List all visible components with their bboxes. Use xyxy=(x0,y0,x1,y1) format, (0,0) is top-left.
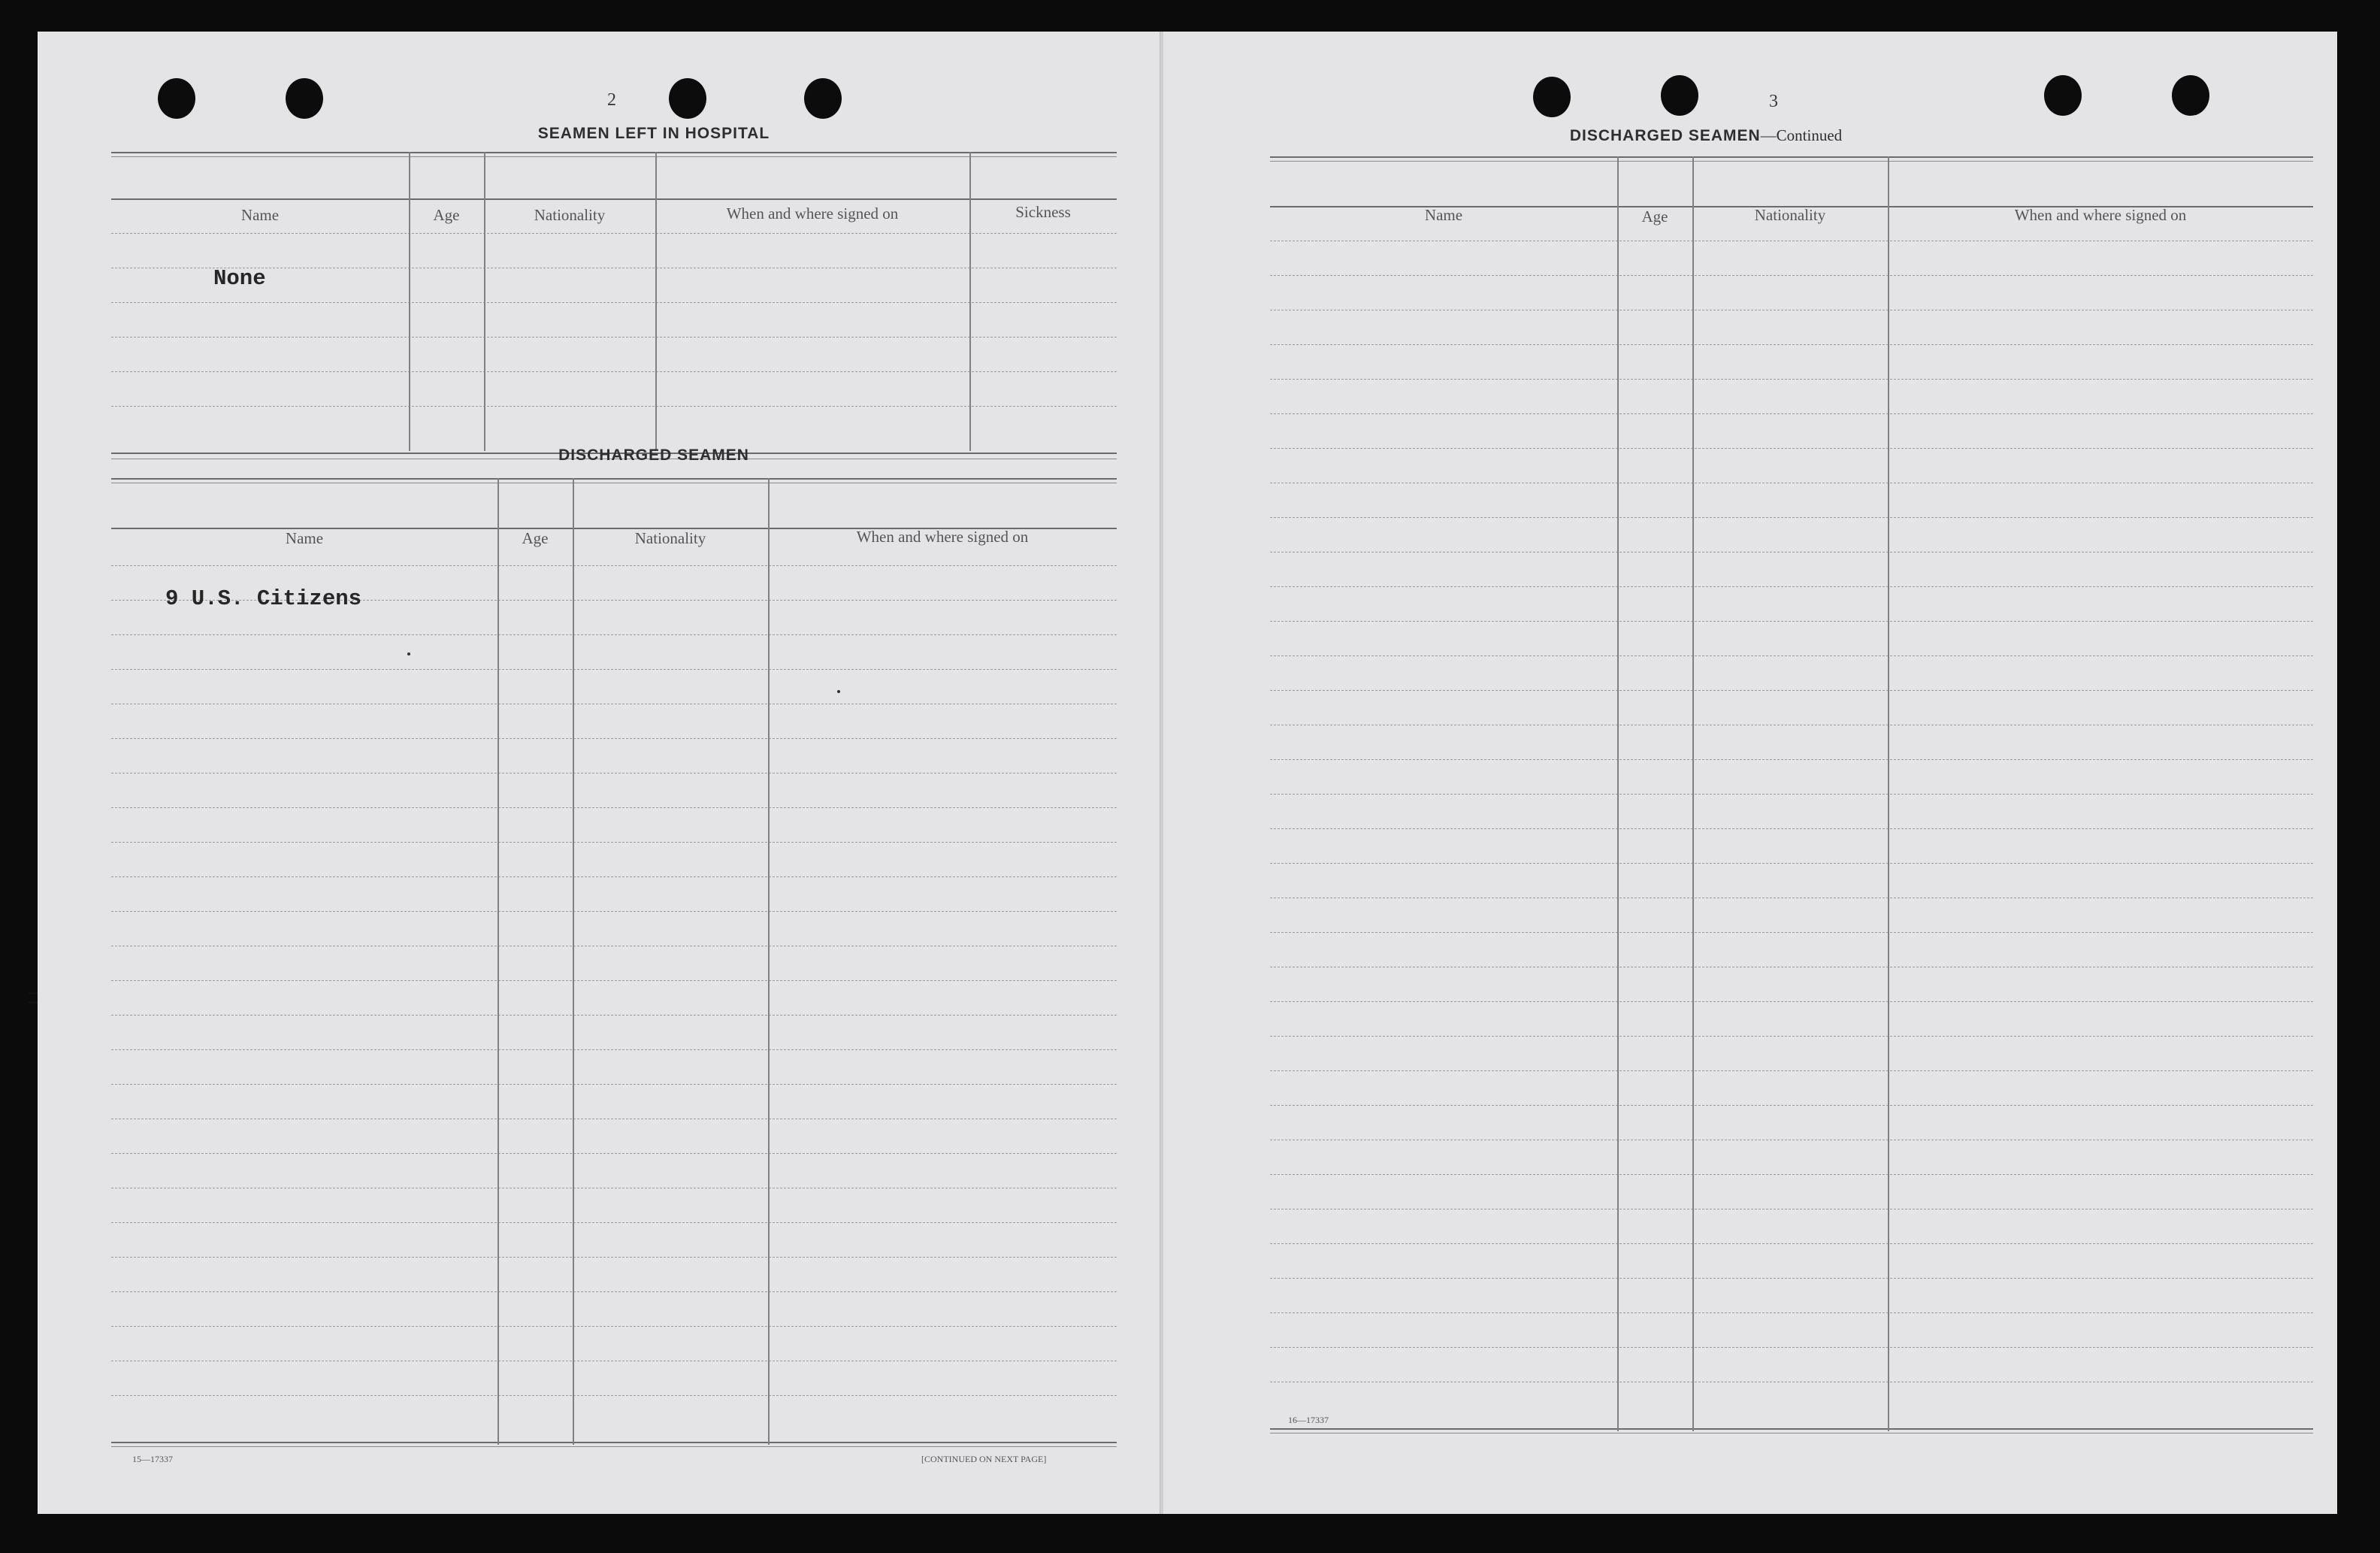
hospital-col-nationality: Nationality xyxy=(534,206,606,224)
hospital-col-age: Age xyxy=(433,206,460,224)
hospital-col-signed-on: When and where signed on xyxy=(726,204,899,223)
discharged-section-title: DISCHARGED SEAMEN xyxy=(558,447,749,464)
discharged-col-nationality: Nationality xyxy=(634,529,706,547)
right-col-age: Age xyxy=(1641,207,1668,226)
punch-hole xyxy=(1533,77,1571,117)
discharged-table-right xyxy=(1270,156,2313,1442)
punch-hole xyxy=(669,78,706,119)
discharged-col-name: Name xyxy=(285,529,324,547)
punch-hole xyxy=(286,78,323,119)
form-number-left: 15—17337 xyxy=(132,1454,173,1464)
page-number-left: 2 xyxy=(607,90,616,110)
ink-speck xyxy=(407,652,410,655)
discharged-entry: 9 U.S. Citizens xyxy=(165,586,362,611)
hospital-entry: None xyxy=(213,266,266,291)
discharged-continued-title xyxy=(1548,126,1864,145)
hospital-col-sickness: Sickness xyxy=(1015,203,1071,221)
discharged-col-signed-on: When and where signed on xyxy=(856,528,1029,546)
punch-hole xyxy=(2044,75,2082,116)
hospital-section-title: SEAMEN LEFT IN HOSPITAL xyxy=(537,125,770,142)
continued-note: [CONTINUED ON NEXT PAGE] xyxy=(921,1454,1047,1464)
ink-speck xyxy=(837,690,840,693)
form-sheet xyxy=(38,32,2337,1514)
center-fold xyxy=(1160,32,1163,1514)
punch-hole xyxy=(158,78,195,119)
title-continued-suffix: —Continued xyxy=(1760,126,1843,144)
right-col-name: Name xyxy=(1424,206,1463,224)
page-number-right: 3 xyxy=(1769,92,1778,111)
discharged-col-age: Age xyxy=(522,529,549,547)
punch-hole xyxy=(1661,75,1698,116)
punch-hole xyxy=(2172,75,2209,116)
punch-hole xyxy=(804,78,842,119)
edge-mark xyxy=(29,992,38,994)
hospital-table xyxy=(111,152,1117,462)
discharged-continued-title-main: DISCHARGED SEAMEN xyxy=(1569,127,1761,144)
edge-mark xyxy=(29,1001,38,1004)
right-col-signed-on: When and where signed on xyxy=(2014,206,2187,224)
hospital-col-name: Name xyxy=(240,206,280,224)
form-number-right: 16—17337 xyxy=(1288,1415,1329,1425)
right-col-nationality: Nationality xyxy=(1754,206,1826,224)
discharged-table-left xyxy=(111,478,1117,1457)
